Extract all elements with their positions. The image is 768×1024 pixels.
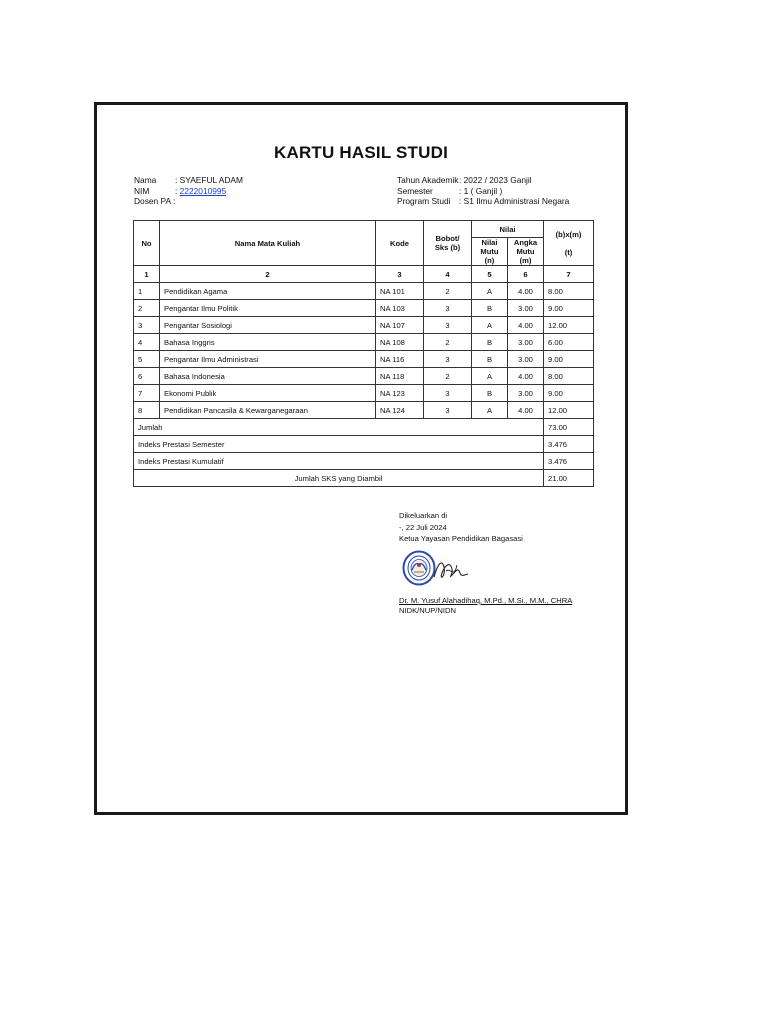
row-kode: NA 107 xyxy=(376,317,424,334)
document-frame xyxy=(94,102,628,815)
year-value: : 2022 / 2023 Ganjil xyxy=(459,175,532,185)
row-sks: 2 xyxy=(424,334,472,351)
header-bxm-label: (b)x(m) xyxy=(555,229,582,239)
ipk-value: 3.476 xyxy=(544,453,594,470)
dosen-label: Dosen PA : xyxy=(134,196,176,206)
row-nama: Ekonomi Publik xyxy=(160,385,376,402)
signature-block xyxy=(399,510,523,545)
header-no: No xyxy=(134,221,160,266)
row-kode: NA 116 xyxy=(376,351,424,368)
row-nilai: A xyxy=(472,402,508,419)
row-sks: 3 xyxy=(424,300,472,317)
row-no: 7 xyxy=(134,385,160,402)
col-number: 4 xyxy=(424,266,472,283)
row-nilai: A xyxy=(472,368,508,385)
header-nilai: Nilai xyxy=(472,221,544,238)
semester-label: Semester xyxy=(397,185,433,196)
row-no: 4 xyxy=(134,334,160,351)
row-nama: Pendidikan Pancasila & Kewarganegaraan xyxy=(160,402,376,419)
row-kode: NA 118 xyxy=(376,368,424,385)
row-total: 9.00 xyxy=(544,351,594,368)
nim-label: NIM xyxy=(134,185,150,196)
header-nama: Nama Mata Kuliah xyxy=(160,221,376,266)
table-row xyxy=(134,385,594,402)
row-no: 1 xyxy=(134,283,160,300)
program-label: Program Studi xyxy=(397,196,451,206)
row-angka: 4.00 xyxy=(508,283,544,300)
signer-id: NIDK/NUP/NIDN xyxy=(399,606,456,615)
row-nilai: A xyxy=(472,317,508,334)
row-no: 8 xyxy=(134,402,160,419)
header-kode: Kode xyxy=(376,221,424,266)
row-total: 9.00 xyxy=(544,385,594,402)
grades-table xyxy=(133,220,594,487)
table-row xyxy=(134,334,594,351)
row-no: 6 xyxy=(134,368,160,385)
dosen-pa-row xyxy=(134,196,243,207)
row-total: 8.00 xyxy=(544,283,594,300)
row-kode: NA 103 xyxy=(376,300,424,317)
row-nilai: B xyxy=(472,300,508,317)
table-row xyxy=(134,368,594,385)
name-value: : SYAEFUL ADAM xyxy=(175,175,243,185)
col-number: 2 xyxy=(160,266,376,283)
table-row xyxy=(134,351,594,368)
col-number: 3 xyxy=(376,266,424,283)
table-row xyxy=(134,283,594,300)
header-angka-mutu: Angka Mutu (m) xyxy=(508,238,544,266)
row-no: 5 xyxy=(134,351,160,368)
col-number: 6 xyxy=(508,266,544,283)
ips-label: Indeks Prestasi Semester xyxy=(134,436,544,453)
row-angka: 3.00 xyxy=(508,300,544,317)
table-row xyxy=(134,402,594,419)
document-title: KARTU HASIL STUDI xyxy=(273,143,449,162)
row-kode: NA 108 xyxy=(376,334,424,351)
program-value: : S1 Ilmu Administrasi Negara xyxy=(459,196,570,206)
signature-scribble-icon xyxy=(430,553,470,587)
row-nilai: B xyxy=(472,334,508,351)
header-bxm xyxy=(544,221,594,266)
ipk-label: Indeks Prestasi Kumulatif xyxy=(134,453,544,470)
table-row xyxy=(134,317,594,334)
row-angka: 4.00 xyxy=(508,317,544,334)
row-angka: 3.00 xyxy=(508,351,544,368)
summary-sks-row xyxy=(134,470,594,487)
row-nama: Pengantar Ilmu Administrasi xyxy=(160,351,376,368)
academic-info xyxy=(397,175,569,207)
sks-label: Jumlah SKS yang Diambil xyxy=(134,470,544,487)
row-sks: 3 xyxy=(424,317,472,334)
issued-date: -, 22 Juli 2024 xyxy=(399,522,447,532)
nim-link[interactable]: 2222010995 xyxy=(179,185,227,196)
row-nama: Pengantar Ilmu Politik xyxy=(160,300,376,317)
header-nilai-mutu: Nilai Mutu (n) xyxy=(472,238,508,266)
row-kode: NA 123 xyxy=(376,385,424,402)
signer-info xyxy=(399,596,572,616)
col-number: 1 xyxy=(134,266,160,283)
row-nama: Pengantar Sosiologi xyxy=(160,317,376,334)
summary-ipk-row xyxy=(134,453,594,470)
row-sks: 3 xyxy=(424,402,472,419)
nim-colon: : xyxy=(175,185,180,196)
row-angka: 4.00 xyxy=(508,368,544,385)
issued-label: Dikeluarkan di xyxy=(399,511,448,520)
row-total: 12.00 xyxy=(544,402,594,419)
row-total: 6.00 xyxy=(544,334,594,351)
col-number: 5 xyxy=(472,266,508,283)
row-nama: Bahasa Indonesia xyxy=(160,368,376,385)
jumlah-label: Jumlah xyxy=(134,419,544,436)
row-no: 3 xyxy=(134,317,160,334)
signer-name: Dr. M. Yusuf Alahadihaq, M.Pd., M.Si., M.M., CHRA xyxy=(399,596,573,605)
summary-jumlah-row xyxy=(134,419,594,436)
semester-row xyxy=(397,186,569,197)
row-no: 2 xyxy=(134,300,160,317)
header-bobot: Bobot/ Sks (b) xyxy=(424,221,472,266)
signer-role: Ketua Yayasan Pendidikan Bagasasi xyxy=(399,534,523,543)
jumlah-value: 73.00 xyxy=(544,419,594,436)
row-kode: NA 101 xyxy=(376,283,424,300)
row-nama: Pendidikan Agama xyxy=(160,283,376,300)
row-kode: NA 124 xyxy=(376,402,424,419)
year-label: Tahun Akademik xyxy=(397,175,459,185)
table-row xyxy=(134,300,594,317)
row-sks: 3 xyxy=(424,385,472,402)
student-info xyxy=(134,175,243,207)
name-label: Nama xyxy=(134,175,157,185)
row-angka: 4.00 xyxy=(508,402,544,419)
row-total: 12.00 xyxy=(544,317,594,334)
row-total: 8.00 xyxy=(544,368,594,385)
column-number-row xyxy=(134,266,594,283)
row-nilai: B xyxy=(472,351,508,368)
sks-value: 21.00 xyxy=(544,470,594,487)
row-sks: 2 xyxy=(424,368,472,385)
row-nilai: A xyxy=(472,283,508,300)
student-name-row xyxy=(134,175,243,186)
academic-year-row xyxy=(397,175,569,186)
row-total: 9.00 xyxy=(544,300,594,317)
semester-value: : 1 ( Ganjil ) xyxy=(459,185,503,196)
col-number: 7 xyxy=(544,266,594,283)
ips-value: 3.476 xyxy=(544,436,594,453)
summary-ips-row xyxy=(134,436,594,453)
student-nim-row xyxy=(134,186,243,197)
program-row xyxy=(397,196,569,207)
row-sks: 2 xyxy=(424,283,472,300)
row-nilai: B xyxy=(472,385,508,402)
row-angka: 3.00 xyxy=(508,334,544,351)
row-nama: Bahasa Inggris xyxy=(160,334,376,351)
header-t-label: (t) xyxy=(564,247,573,257)
row-angka: 3.00 xyxy=(508,385,544,402)
row-sks: 3 xyxy=(424,351,472,368)
